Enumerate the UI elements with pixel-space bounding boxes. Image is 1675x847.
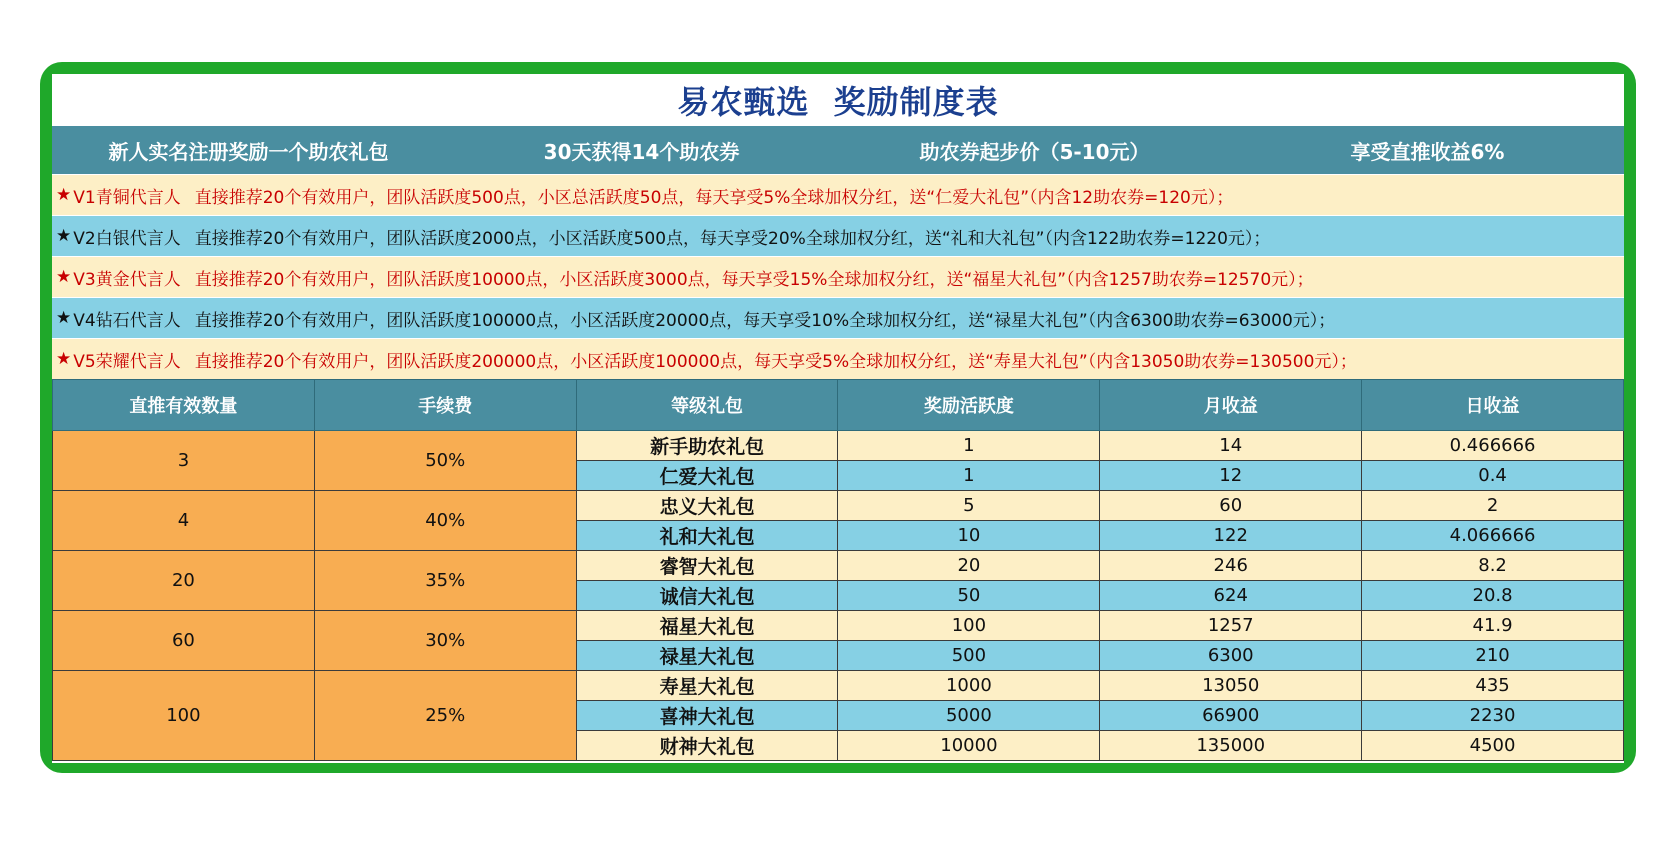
daily-cell: 20.8 <box>1362 581 1624 611</box>
package-cell: 忠义大礼包 <box>576 491 838 521</box>
table-row <box>53 431 1624 461</box>
level-name: V3黄金代言人 <box>73 269 181 290</box>
level-name: V2白银代言人 <box>73 228 181 249</box>
fee-cell: 40% <box>314 491 576 551</box>
monthly-cell: 66900 <box>1100 701 1362 731</box>
header-package: 等级礼包 <box>576 380 838 431</box>
activity-cell: 20 <box>838 551 1100 581</box>
daily-cell: 435 <box>1362 671 1624 701</box>
daily-cell: 210 <box>1362 641 1624 671</box>
activity-cell: 10000 <box>838 731 1100 761</box>
package-cell: 睿智大礼包 <box>576 551 838 581</box>
daily-cell: 4500 <box>1362 731 1624 761</box>
banner-item: 新人实名注册奖励一个助农礼包 <box>108 139 389 164</box>
activity-cell: 1 <box>838 431 1100 461</box>
package-cell: 新手助农礼包 <box>576 431 838 461</box>
level-desc: 直接推荐20个有效用户，团队活跃度2000点，小区活跃度500点，每天享受20%全球加权分红，送“礼和大礼包”（内含122助农券=1220元）； <box>194 228 1271 249</box>
level-name: V4钻石代言人 <box>73 310 181 331</box>
activity-cell: 1000 <box>838 671 1100 701</box>
monthly-cell: 13050 <box>1100 671 1362 701</box>
count-cell: 4 <box>53 491 315 551</box>
star-icon: ★ <box>56 226 72 246</box>
package-cell: 诚信大礼包 <box>576 581 838 611</box>
level-name: V5荣耀代言人 <box>73 351 181 372</box>
star-icon: ★ <box>56 185 72 205</box>
monthly-cell: 60 <box>1100 491 1362 521</box>
activity-cell: 100 <box>838 611 1100 641</box>
daily-cell: 8.2 <box>1362 551 1624 581</box>
star-icon: ★ <box>56 349 72 369</box>
level-row-v2 <box>52 215 1624 256</box>
level-name: V1青铜代言人 <box>73 187 181 208</box>
monthly-cell: 246 <box>1100 551 1362 581</box>
star-icon: ★ <box>56 308 72 328</box>
count-cell: 60 <box>53 611 315 671</box>
daily-cell: 0.4 <box>1362 461 1624 491</box>
package-cell: 仁爱大礼包 <box>576 461 838 491</box>
header-monthly: 月收益 <box>1100 380 1362 431</box>
package-cell: 财神大礼包 <box>576 731 838 761</box>
star-icon: ★ <box>56 267 72 287</box>
fee-cell: 35% <box>314 551 576 611</box>
reward-table-card <box>52 74 1624 763</box>
table-row <box>53 611 1624 641</box>
table-header-row <box>53 380 1624 431</box>
fee-cell: 30% <box>314 611 576 671</box>
page-title: 易农甄选 奖励制度表 <box>677 83 999 121</box>
table-row <box>53 671 1624 701</box>
activity-cell: 5000 <box>838 701 1100 731</box>
activity-cell: 10 <box>838 521 1100 551</box>
banner-item: 享受直推收益6% <box>1350 139 1505 164</box>
level-desc: 直接推荐20个有效用户，团队活跃度10000点，小区活跃度3000点，每天享受15%全球加权分红，送“福星大礼包”（内含1257助农券=12570元）； <box>194 269 1314 290</box>
header-activity: 奖励活跃度 <box>838 380 1100 431</box>
activity-cell: 5 <box>838 491 1100 521</box>
header-count: 直推有效数量 <box>53 380 315 431</box>
header-daily: 日收益 <box>1362 380 1624 431</box>
level-row-v3 <box>52 256 1624 297</box>
table-row <box>53 551 1624 581</box>
reward-table <box>52 379 1624 761</box>
count-cell: 3 <box>53 431 315 491</box>
count-cell: 20 <box>53 551 315 611</box>
package-cell: 福星大礼包 <box>576 611 838 641</box>
level-row-v5 <box>52 338 1624 379</box>
monthly-cell: 624 <box>1100 581 1362 611</box>
monthly-cell: 1257 <box>1100 611 1362 641</box>
package-cell: 喜神大礼包 <box>576 701 838 731</box>
activity-cell: 50 <box>838 581 1100 611</box>
table-row <box>53 491 1624 521</box>
count-cell: 100 <box>53 671 315 761</box>
daily-cell: 4.066666 <box>1362 521 1624 551</box>
banner-item: 助农券起步价（5-10元） <box>919 139 1150 164</box>
package-cell: 礼和大礼包 <box>576 521 838 551</box>
level-row-v1 <box>52 174 1624 215</box>
monthly-cell: 122 <box>1100 521 1362 551</box>
package-cell: 寿星大礼包 <box>576 671 838 701</box>
level-desc: 直接推荐20个有效用户，团队活跃度500点，小区总活跃度50点，每天享受5%全球加权分红，送“仁爱大礼包”（内含12助农券=120元）； <box>194 187 1234 208</box>
level-desc: 直接推荐20个有效用户，团队活跃度200000点，小区活跃度100000点，每天享受5%全球加权分红，送“寿星大礼包”（内含13050助农券=130500元）； <box>194 351 1357 372</box>
activity-cell: 500 <box>838 641 1100 671</box>
level-row-v4 <box>52 297 1624 338</box>
daily-cell: 2 <box>1362 491 1624 521</box>
monthly-cell: 135000 <box>1100 731 1362 761</box>
banner-item: 30天获得14个助农券 <box>543 139 740 164</box>
monthly-cell: 14 <box>1100 431 1362 461</box>
daily-cell: 2230 <box>1362 701 1624 731</box>
header-fee: 手续费 <box>314 380 576 431</box>
monthly-cell: 12 <box>1100 461 1362 491</box>
package-cell: 禄星大礼包 <box>576 641 838 671</box>
fee-cell: 25% <box>314 671 576 761</box>
monthly-cell: 6300 <box>1100 641 1362 671</box>
level-desc: 直接推荐20个有效用户，团队活跃度100000点，小区活跃度20000点，每天享受10%全球加权分红，送“禄星大礼包”（内含6300助农券=63000元）； <box>194 310 1336 331</box>
benefits-banner <box>52 126 1624 174</box>
daily-cell: 41.9 <box>1362 611 1624 641</box>
activity-cell: 1 <box>838 461 1100 491</box>
daily-cell: 0.466666 <box>1362 431 1624 461</box>
fee-cell: 50% <box>314 431 576 491</box>
